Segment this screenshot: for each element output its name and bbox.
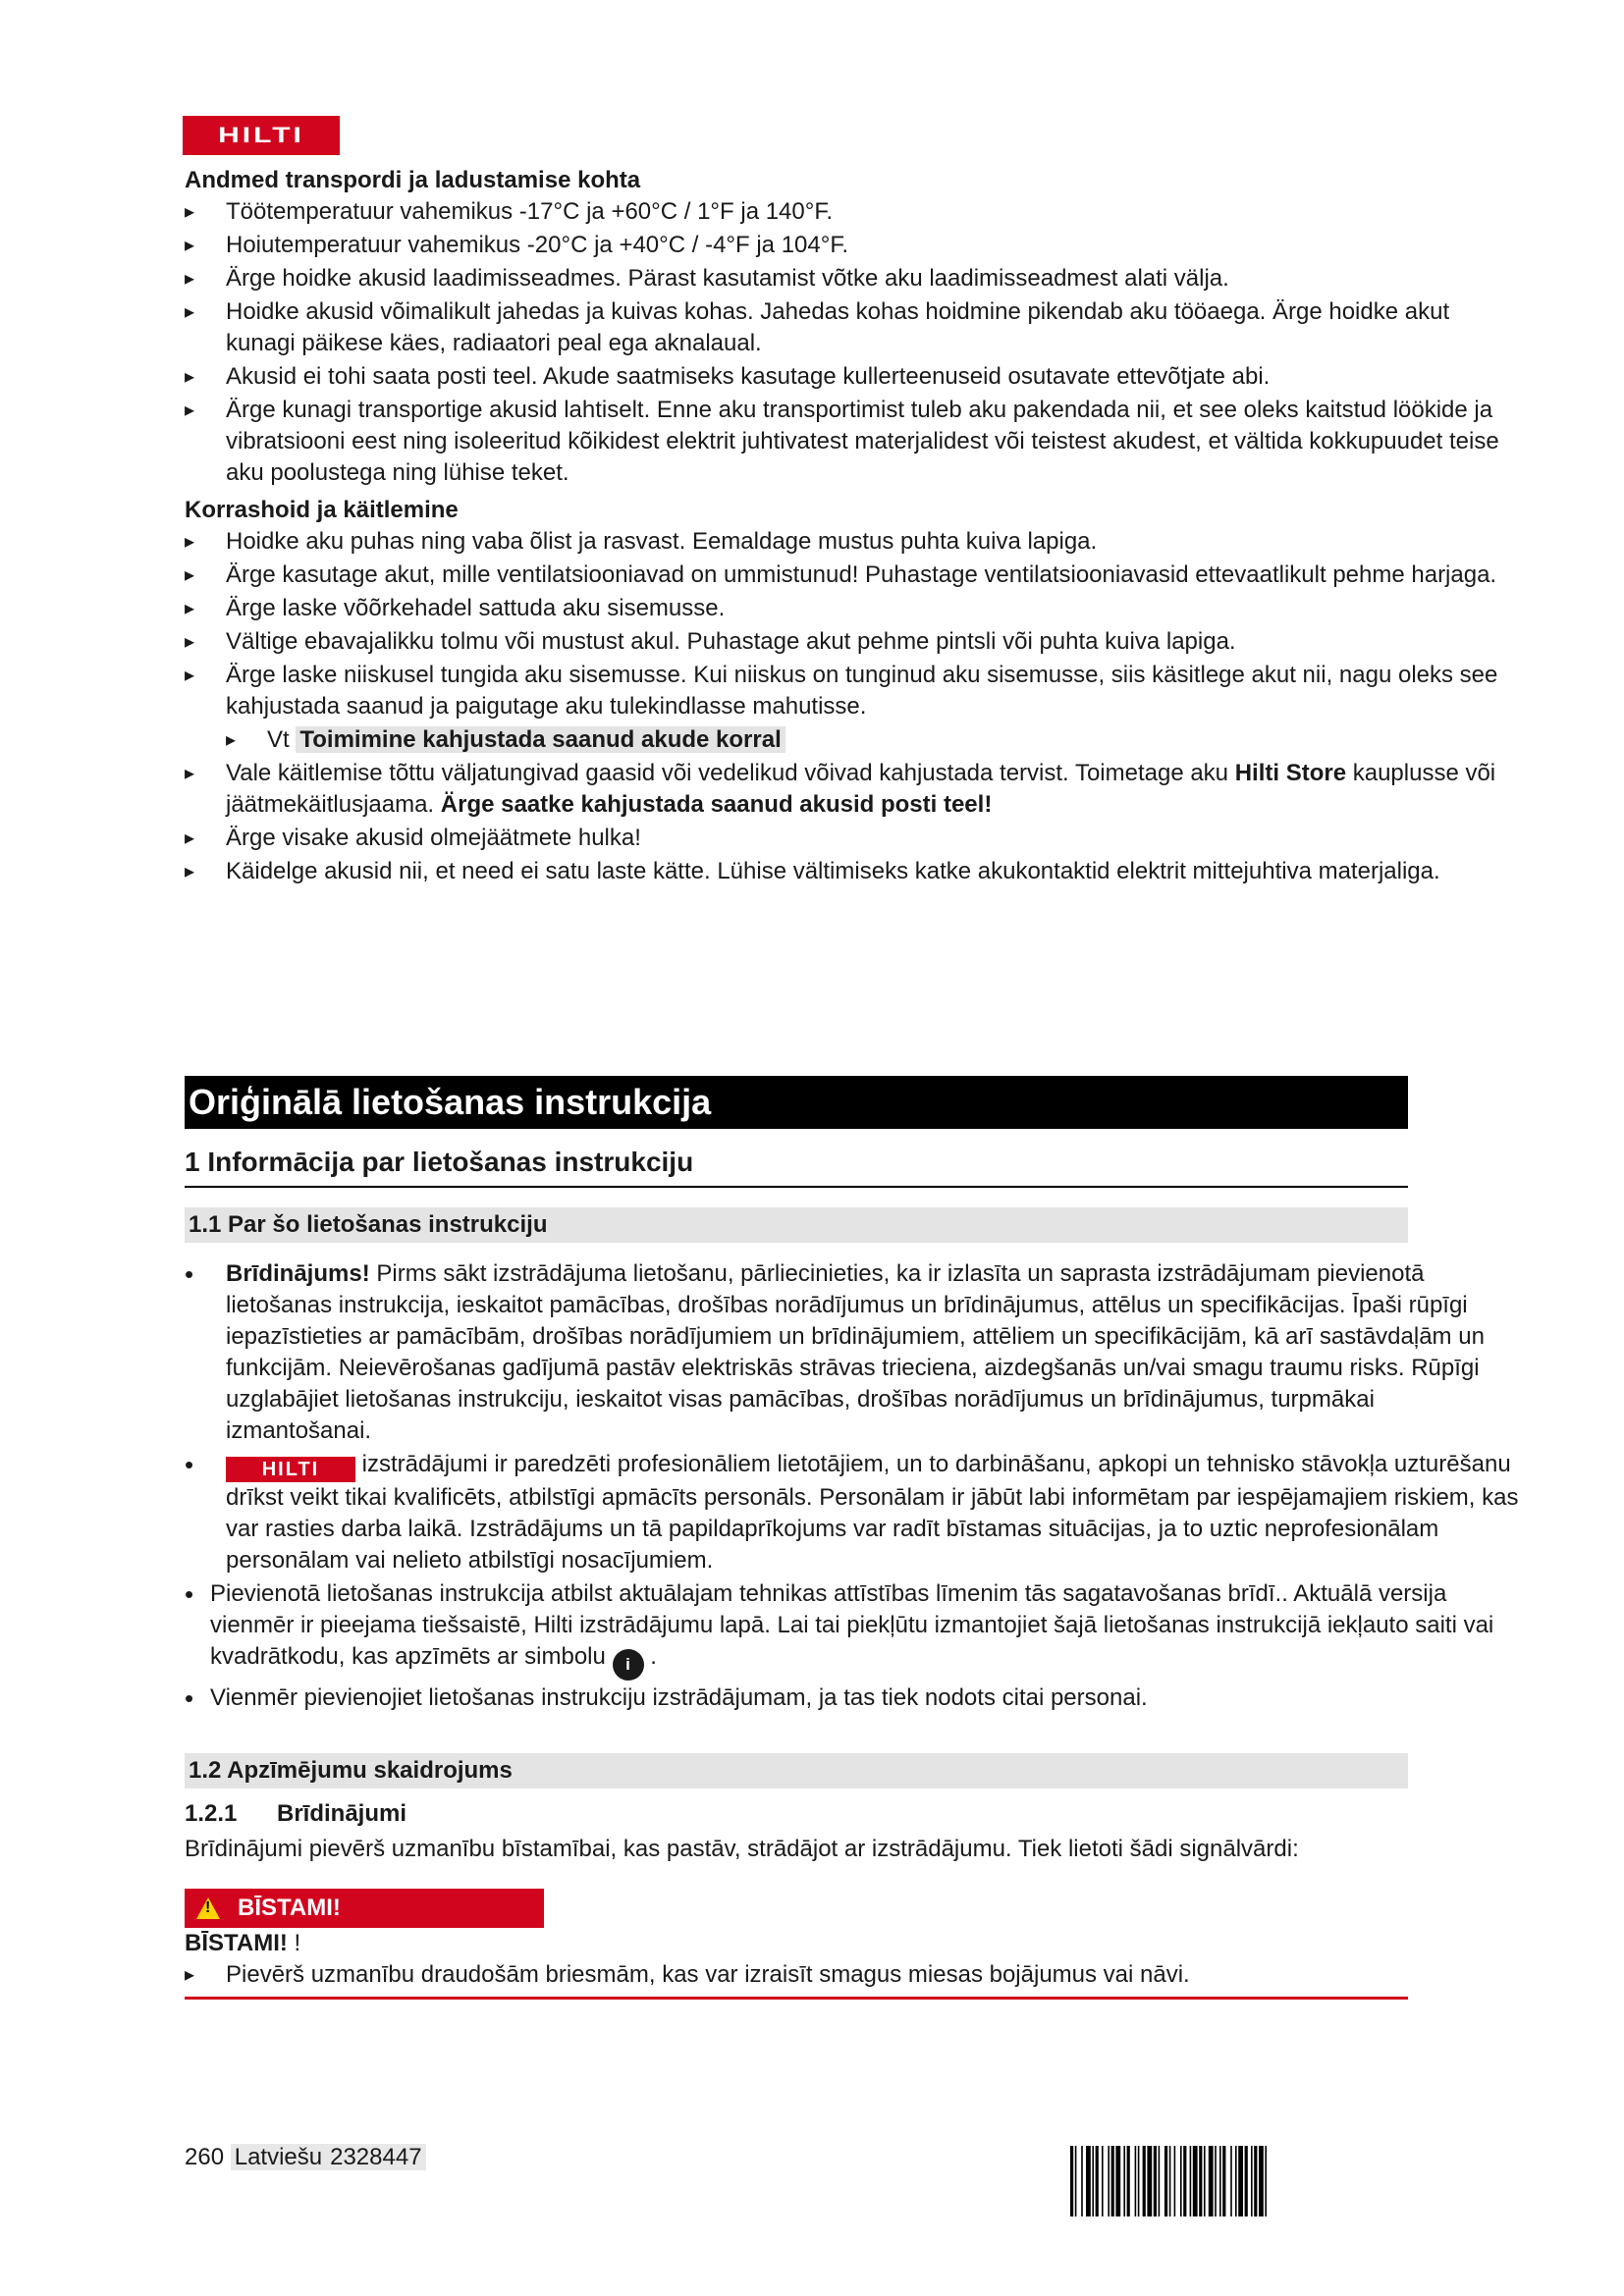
barcode-bar <box>1183 2146 1186 2216</box>
list-item <box>185 1449 1520 1576</box>
barcode-bar <box>1209 2146 1214 2216</box>
barcode-bar <box>1254 2146 1257 2216</box>
barcode-bar <box>1230 2146 1232 2216</box>
list-item: ▸ Hoidke aku puhas ning vaba õlist ja rasvast. Eemaldage mustus puhta kuiva lapiga. <box>185 526 1520 558</box>
danger-block <box>185 1928 1408 2000</box>
barcode-bar <box>1070 2146 1073 2216</box>
hilti-logo <box>183 116 340 155</box>
warning-text: Pirms sākt izstrādājuma lietošanu, pārliecinieties, ka ir izlasīta un saprasta izstrādājumam pievienotā lietošanas instrukcija, ieskaitot pamācības, drošības norādījumus un brīdinājumus, attēlus un specifikācijas. Īpaši rūpīgi iepazīstieties ar pamācībām, drošības norādījumiem un brīdinājumiem, attēliem un specifikācijām, kā arī sastāvdaļām un funkcijām. Neievērošanas gadījumā pastāv elektriskās strāvas trieciena, aizdegšanās un/vai smagu traumu risks. Rūpīgi uzglabājiet lietošanas instrukciju, ieskaitot visas pamācības, drošības norādījumus un brīdinājumus, turpmākai izmantošanai. <box>226 1260 1485 1444</box>
barcode-bar <box>1135 2146 1137 2216</box>
warning-label: Brīdinājums! <box>226 1260 370 1287</box>
page-footer <box>185 2142 577 2173</box>
barcode-bar <box>1102 2146 1104 2216</box>
list-item <box>185 1258 1520 1447</box>
barcode-bar <box>1111 2146 1114 2216</box>
footer-doc-code: 2328447 <box>326 2144 425 2170</box>
barcode-bar <box>1159 2146 1161 2216</box>
barcode-bar <box>1219 2146 1221 2216</box>
barcode-bar <box>1238 2146 1243 2216</box>
danger-title-suffix: ! <box>294 1930 301 1956</box>
barcode-bar <box>1251 2146 1253 2216</box>
online-version-end: . <box>650 1643 657 1670</box>
barcode-bar <box>1169 2146 1171 2216</box>
barcode-bar <box>1115 2146 1120 2216</box>
barcode-bar <box>1154 2146 1157 2216</box>
info-list <box>185 1258 1520 1714</box>
list-item: ▸ Vältige ebavajalikku tolmu või mustust akul. Puhastage akut pehme pintsli või puhta kuiva lapiga. <box>185 626 1520 658</box>
subsubsection-title: Brīdinājumi <box>277 1800 407 1827</box>
cross-reference-prefix: Vt <box>267 726 290 753</box>
barcode-bar <box>1075 2146 1077 2216</box>
list-item: ▸ Akusid ei tohi saata posti teel. Akude saatmiseks kasutage kullerteenuseid osutavate ettevõtjate abi. <box>185 361 1520 393</box>
intro-paragraph: Brīdinājumi pievērš uzmanību bīstamībai, kas pastāv, strādājot ar izstrādājumu. Tiek lietoti šādi signālvārdi: <box>185 1836 1299 1862</box>
hilti-inline-logo: HILTI <box>226 1457 355 1482</box>
list-item: ▸ Töötemperatuur vahemikus -17°C ja +60°C / 1°F ja 140°F. <box>185 196 1520 228</box>
barcode-bar <box>1143 2146 1146 2216</box>
barcode-bar <box>1174 2146 1176 2216</box>
list-item <box>185 1578 1520 1681</box>
page-title: Oriģinālā lietošanas instrukcija <box>185 1076 1408 1129</box>
danger-signal-box <box>185 1889 544 1928</box>
list-item: ▸ Ärge laske niiskusel tungida aku sisemusse. Kui niiskus on tunginud aku sisemusse, siis käsitlege akut nii, nagu oleks see kahjustada saanud ja paigutage aku tulekindlasse mahutisse. <box>185 660 1520 722</box>
barcode-bar <box>1096 2146 1099 2216</box>
hilti-store-bold: Hilti Store <box>1234 760 1347 786</box>
danger-list <box>185 1959 1408 1991</box>
transport-list <box>185 196 1520 489</box>
barcode-bar <box>1259 2146 1264 2216</box>
estonian-section <box>185 165 1520 889</box>
danger-title-line <box>185 1928 1408 1959</box>
cross-reference <box>226 724 1520 756</box>
barcode-bar <box>1147 2146 1152 2216</box>
barcode-bar <box>1222 2146 1225 2216</box>
barcode-bar <box>1180 2146 1182 2216</box>
warning-bold: Ärge saatke kahjustada saanud akusid posti teel! <box>440 791 993 818</box>
barcode-bar <box>1235 2146 1237 2216</box>
warning-triangle-icon <box>196 1897 220 1919</box>
list-item: ▸ Pievērš uzmanību draudošām briesmām, kas var izraisīt smagus miesas bojājumus vai nāvi. <box>185 1959 1408 1991</box>
item6-text-2: kauplusse või jäätmekäitlusjaama. <box>226 760 1496 818</box>
barcode-bar <box>1245 2146 1248 2216</box>
danger-signal-label: BĪSTAMI! <box>238 1895 341 1921</box>
hilti-logo-text: HILTI <box>218 123 304 147</box>
list-item: ▸ Hoiutemperatuur vahemikus -20°C ja +40°C / -4°F ja 104°F. <box>185 230 1520 261</box>
care-heading: Korrashoid ja käitlemine <box>185 497 459 523</box>
list-item: ▸ Ärge kunagi transportige akusid lahtiselt. Enne aku transportimist tuleb aku pakendada nii, et see oleks kaitstud löökide ja vibratsiooni eest ning isoleeritud kõikidest elektrit juhtivatest materjalidest või teistest akudest, et vältida kokkupuudet teise aku poolustega ning lühise teket. <box>185 395 1520 489</box>
barcode-bar <box>1081 2146 1083 2216</box>
transport-heading: Andmed transpordi ja ladustamise kohta <box>185 167 641 193</box>
barcode-bar <box>1164 2146 1167 2216</box>
care-list <box>185 526 1520 722</box>
barcode-bar <box>1265 2146 1267 2216</box>
barcode-bar <box>1108 2146 1110 2216</box>
danger-title: BĪSTAMI! <box>185 1930 288 1956</box>
subsubsection-number: 1.2.1 <box>185 1800 238 1827</box>
page-number: 260 <box>185 2144 225 2170</box>
subsection-heading-1-1: 1.1 Par šo lietošanas instrukciju <box>185 1207 1408 1243</box>
barcode-bar <box>1086 2146 1091 2216</box>
care-list-continued <box>185 758 1520 887</box>
list-item: • Vienmēr pievienojiet lietošanas instrukciju izstrādājumam, ja tas tiek nodots citai personai. <box>185 1682 1520 1714</box>
barcode-bar <box>1123 2146 1125 2216</box>
list-item: ▸ Käidelge akusid nii, et need ei satu laste kätte. Lühise vältimiseks katke akukontaktid elektrit mittejuhtiva materjaliga. <box>185 856 1520 887</box>
online-version-text: Pievienotā lietošanas instrukcija atbilst aktuālajam tehnikas attīstības līmenim tās sagatavošanas brīdī.. Aktuālā versija vienmēr ir pieejama tiešsaistē, Hilti izstrādājumu lapā. Lai tai piekļūtu izmantojiet šajā lietošanas instrukcijā iekļauto saiti vai kvadrātkodu, kas apzīmēts ar simbolu <box>210 1580 1494 1670</box>
barcode-bar <box>1199 2146 1202 2216</box>
barcode-bar <box>1204 2146 1206 2216</box>
item6-text: Vale käitlemise tõttu väljatungivad gaasid või vedelikud võivad kahjustada tervist. Toimetage aku <box>226 760 1229 786</box>
latvian-section <box>185 1076 1519 2000</box>
barcode-bar <box>1138 2146 1140 2216</box>
cross-reference-link[interactable]: Toimimine kahjustada saanud akude korral <box>296 726 785 753</box>
subsubsection-heading <box>185 1798 1408 1830</box>
list-item: ▸ Ärge hoidke akusid laadimisseadmes. Pärast kasutamist võtke aku laadimisseadmest alati välja. <box>185 263 1520 294</box>
info-symbol-icon: i <box>613 1649 644 1681</box>
list-item: ▸ Ärge visake akusid olmejäätmete hulka! <box>185 823 1520 854</box>
list-item: ▸ Hoidke akusid võimalikult jahedas ja kuivas kohas. Jahedas kohas hoidmine pikendab aku tööaega. Ärge hoidke akut kunagi päikese käes, radiaatori peal ega aknalaual. <box>185 296 1520 359</box>
barcode-bar <box>1215 2146 1217 2216</box>
subsection-heading-1-2: 1.2 Apzīmējumu skaidrojums <box>185 1753 1408 1789</box>
barcode-bar <box>1127 2146 1130 2216</box>
barcode-bar <box>1190 2146 1192 2216</box>
professional-use-text: izstrādājumi ir paredzēti profesionāliem lietotājiem, un to darbināšanu, apkopi un tehnisko stāvokļa uzturēšanu drīkst veikt tikai kvalificēts, atbilstīgi apmācīts personāls. Personālam ir jābūt labi informētam par iespējamajiem riskiem, kas var rasties darba laikā. Izstrādājums un tā papildaprīkojums var radīt bīstamas situācijas, ja to uztic neprofesionālam personālam vai nelieto atbilstīgi nosacījumiem. <box>226 1451 1519 1574</box>
barcode-bar <box>1092 2146 1094 2216</box>
list-item: ▸ Ärge laske võõrkehadel sattuda aku sisemusse. <box>185 593 1520 624</box>
list-item <box>185 758 1520 821</box>
care-sublist <box>226 724 1520 756</box>
footer-language: Latviešu <box>231 2144 326 2170</box>
section-heading-1: 1 Informācija par lietošanas instrukciju <box>185 1145 1408 1188</box>
list-item: ▸ Ärge kasutage akut, mille ventilatsiooniavad on ummistunud! Puhastage ventilatsiooniavasid ettevaatlikult pehme harjaga. <box>185 560 1520 591</box>
barcode <box>1070 2146 1404 2216</box>
barcode-bar <box>1193 2146 1198 2216</box>
